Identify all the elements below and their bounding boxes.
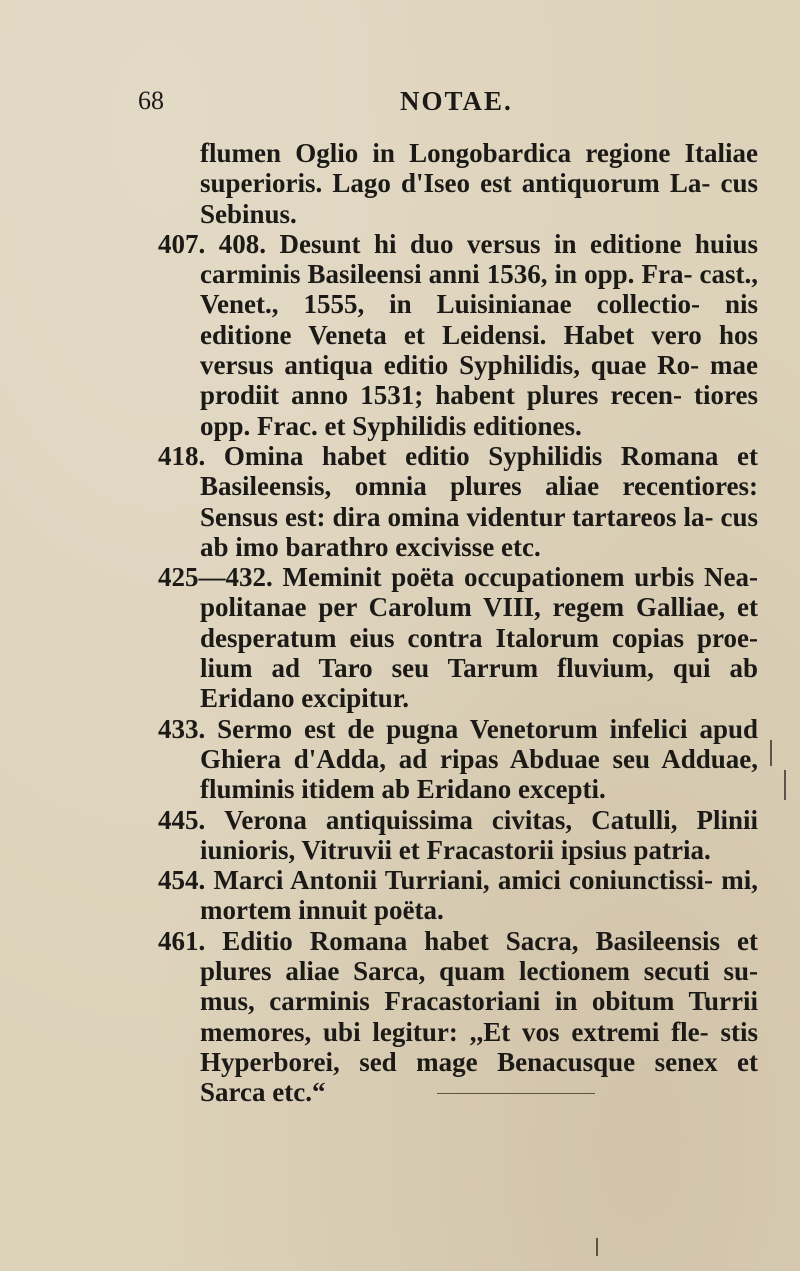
note-number: 445. [158, 804, 206, 835]
page-header [138, 86, 748, 126]
note-text: Marci Antonii Turriani, amici coniunctissi- mi, mortem innuit poëta. [200, 865, 758, 926]
note-text: Editio Romana habet Sacra, Basileensis et plures aliae Sarca, quam lectionem secuti su- mus, carminis Fracastoriani in obitum Turrii memores, ubi legitur: ,,Et vos extremi fle- stis Hyperborei, sed mage Benacusque senex et Sarca etc.“ [200, 925, 758, 1108]
note-number: 454. [158, 865, 206, 896]
notes-body [158, 138, 758, 1108]
note-continuation [158, 138, 758, 229]
note-number: 461. [158, 925, 206, 956]
note-number: 418. [158, 440, 206, 471]
note-text: Verona antiquissima civitas, Catulli, Plinii iunioris, Vitruvii et Fracastorii ipsius patria. [200, 804, 759, 865]
note-text: Meminit poëta occupationem urbis Nea- politanae per Carolum VIII, regem Galliae, et desperatum eius contra Italorum copias proe- lium ad Taro seu Tarrum fluvium, qui ab Eridano excipitur. [200, 562, 758, 714]
note-461 [158, 926, 758, 1108]
note-number: 433. [158, 713, 206, 744]
note-433 [158, 714, 758, 805]
note-number: 407. 408. [158, 228, 266, 259]
footnote-rule [437, 1093, 595, 1094]
note-407-408 [158, 229, 758, 441]
note-text: Sermo est de pugna Venetorum infelici apud Ghiera d'Adda, ad ripas Abduae seu Adduae, fluminis itidem ab Eridano excepti. [200, 713, 758, 805]
note-425-432 [158, 562, 758, 713]
margin-mark [596, 1238, 598, 1256]
margin-mark [784, 770, 786, 800]
margin-mark [770, 740, 772, 766]
note-454 [158, 865, 758, 926]
note-number: 425—432. [158, 562, 273, 593]
note-text: Omina habet editio Syphilidis Romana et Basileensis, omnia plures aliae recentiores: Sensus est: dira omina videntur tartareos la- cus ab imo barathro excivisse etc. [200, 440, 759, 562]
page-number: 68 [138, 86, 164, 115]
note-445 [158, 805, 758, 866]
note-text: flumen Oglio in Longobardica regione Italiae superioris. Lago d'Iseo est antiquorum La- cus Sebinus. [200, 138, 758, 229]
note-418 [158, 441, 758, 562]
running-title: NOTAE. [400, 86, 513, 116]
note-text: Desunt hi duo versus in editione huius carminis Basileensi anni 1536, in opp. Fra- cast., Venet., 1555, in Luisinianae collectio- nis editione Veneta et Leidensi. Habet vero hos versus antiqua editio Syphilidis, quae Ro- mae prodiit anno 1531; habent plures recen- tiores opp. Frac. et Syphilidis editiones. [200, 228, 758, 441]
